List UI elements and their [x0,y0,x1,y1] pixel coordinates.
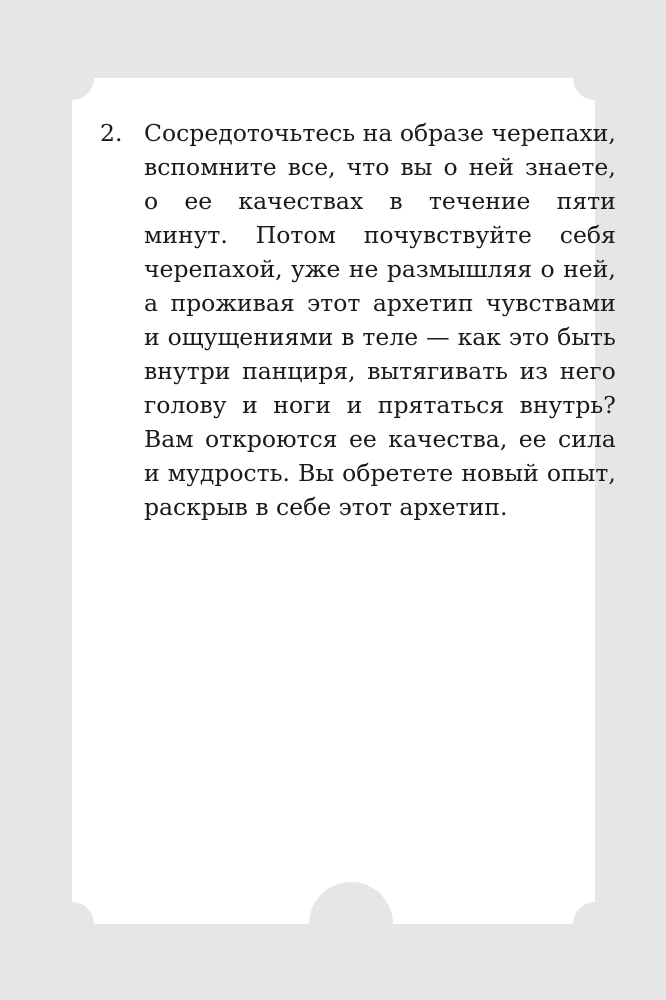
text-line: голову и ноги и прятаться внутрь? [144,391,616,419]
text-line: Вам откроются ее качества, ее сила [144,425,616,453]
list-item-text [144,116,616,524]
corner-notch-bottom-right [573,902,617,946]
text-line: Сосредоточьтесь на образе черепахи, [144,119,616,147]
bottom-center-notch [309,882,393,966]
text-line: раскрыв в себе этот архетип. [144,493,508,521]
corner-notch-top-left [50,56,94,100]
text-line: внутри панциря, вытягивать из него [144,357,616,385]
text-line: и мудрость. Вы обретете новый опыт, [144,459,616,487]
text-line: и ощущениями в теле — как это быть [144,323,616,351]
corner-notch-bottom-left [50,902,94,946]
text-line: минут. Потом почувствуйте себя [144,221,616,249]
numbered-list-item [100,116,616,524]
list-item-number: 2. [100,119,123,147]
page-card [72,78,616,924]
text-line: черепахой, уже не размышляя о ней, [144,255,616,283]
text-line: вспомните все, что вы о ней знаете, [144,153,616,181]
corner-notch-top-right [573,56,617,100]
text-line: о ее качествах в течение пяти [144,187,616,215]
text-line: а проживая этот архетип чувствами [144,289,616,317]
